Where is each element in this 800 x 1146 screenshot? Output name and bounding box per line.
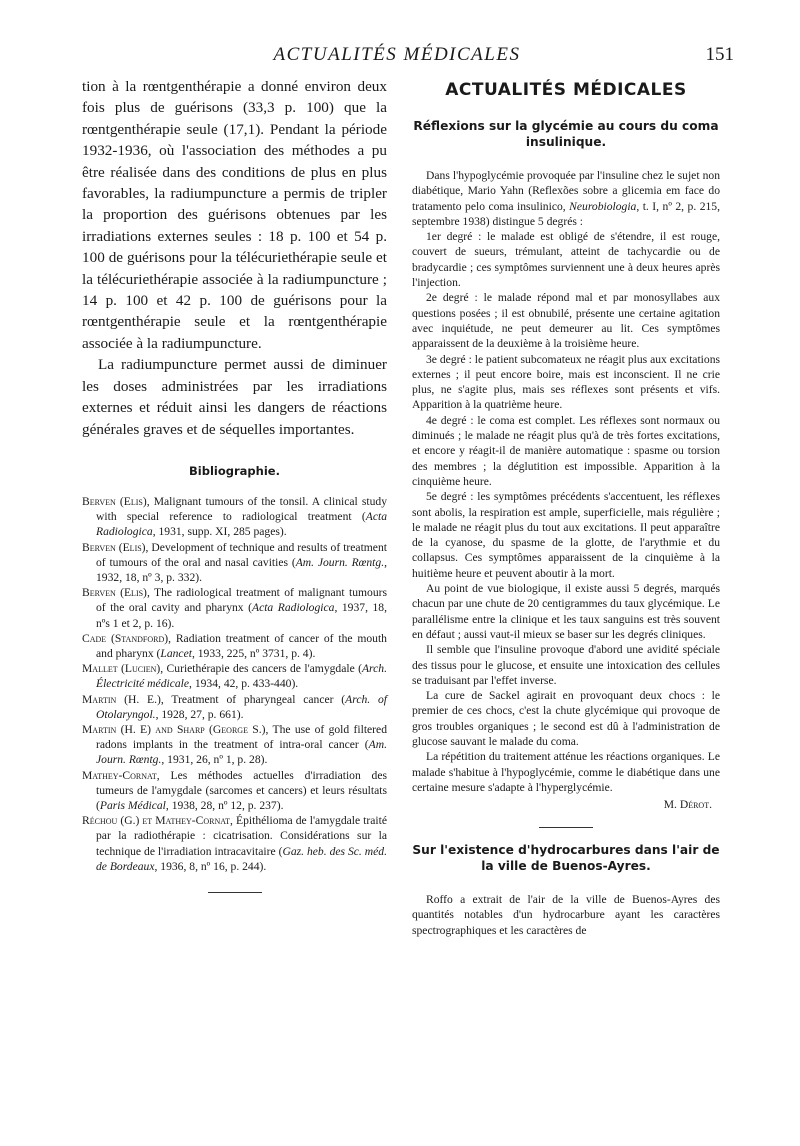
bib-text: , Curiethérapie des cancers de l'amygdale ( (160, 662, 362, 676)
bibliography-entry (82, 768, 387, 814)
bibliography-entry (82, 722, 387, 768)
bib-journal: Acta Radiologica (96, 510, 387, 539)
separator-rule (539, 827, 593, 828)
paragraph: La cure de Sackel agirait en provoquant deux chocs : le premier de ces chocs, c'est la chute glycémique qui provoque de gros troubles organiques ; le second est dû à l'administration de glucose sauvant le malade du coma. (412, 689, 720, 748)
bib-text: , Épithélioma de l'amygdale traité par la radiothérapie : cicatrisation. Considérations sur la technique de l'irradiation intracavitaire ( (96, 814, 388, 858)
bib-text: , 1933, 225, nº 3731, p. 4). (191, 646, 316, 660)
bib-journal: Lancet (160, 646, 192, 660)
article-title: Réflexions sur la glycémie au cours du coma insulinique. (413, 119, 719, 149)
bib-text: , The radiological treatment of malignant tumours of the oral cavity and pharynx ( (96, 586, 387, 615)
paragraph: tion à la rœntgenthérapie a donné environ deux fois plus de guérisons (33,3 p. 100) que la rœntgenthérapie seule (17,1). Pendant la période 1932-1936, où l'association des méthodes a pu être réalisée dans des conditions de plus en plus favorables, la radiumpuncture a permis de tripler la proportion des guérisons obtenues par les irradiations externes seules : 18 p. 100 et 54 p. 100 de guérisons pour la télécuriethérapie seule et la télécuriethérapie associée à la radiumpuncture ; 14 p. 100 et 42 p. 100 de guérisons pour la rœntgenthérapie seule et la rœntgenthérapie associée à la radiumpuncture. (82, 78, 387, 352)
bib-text: , Radiation treatment of cancer of the mouth and pharynx ( (96, 631, 387, 660)
bibliography-entry (82, 585, 387, 631)
paragraph: 4e degré : le coma est complet. Les réflexes sont normaux ou diminués ; le malade ne réagit plus qu'à de très fortes excitations, et encore y réagit-il de manière automatique : spasme ou torsion des membres ; la déglutition est impossible. Apparition à la cinquième heure. (412, 413, 720, 488)
bib-author: Mallet (Lucien) (82, 662, 161, 676)
paragraph: Au point de vue biologique, il existe aussi 5 degrés, marqués chacun par une chute de 20 centigrammes du taux glycémique. Le parallélisme entre la clinique et les taux sanguins est très souvent en défaut ; aussi vaut-il mieux se baser sur les degrés cliniques. (412, 582, 720, 641)
bibliography-entry (82, 631, 387, 661)
bib-text: , 1928, 27, p. 661). (155, 707, 244, 721)
bib-text: , 1931, supp. XI, 285 pages). (152, 525, 287, 539)
article-glycemie (412, 118, 720, 811)
page-header (60, 44, 734, 74)
bib-journal: Paris Médical (99, 798, 166, 812)
bib-text: , 1934, 42, p. 433-440). (189, 677, 299, 691)
author-signature: M. Dérot. (663, 798, 712, 812)
paragraph: Roffo a extrait de l'air de la ville de Buenos-Ayres des quantités notables d'un hydrocarbure ayant les caractères spectrographiques et les caractères de (412, 893, 720, 937)
bib-author: Réchou (G.) et Mathey-Cornat (82, 814, 231, 828)
separator-rule (208, 892, 262, 893)
paragraph: 1er degré : le malade est obligé de s'étendre, il est rouge, couvert de sueurs, trémulant, atteint de tachycardie ou de bradycardie ; ces symptômes surviennent une à deux heures après l'injection. (412, 230, 720, 290)
bib-author: Mathey-Cornat (82, 768, 157, 782)
journal-title: Neurobiologia (569, 199, 637, 213)
bib-text: , 1931, 26, nº 1, p. 28). (161, 753, 268, 767)
left-column (82, 76, 387, 893)
bib-text: , Les méthodes actuelles d'irradiation des tumeurs de l'amygdale (sarcomes et cancers) et leurs résultats ( (96, 768, 387, 812)
bib-author: Martin (H. E.) (82, 692, 161, 706)
bibliography-entry (82, 813, 387, 874)
bib-author: Martin (H. E) and Sharp (George S.) (82, 722, 266, 736)
bib-text: , 1932, 18, nº 3, p. 332). (96, 555, 388, 584)
bib-text: , Malignant tumours of the tonsil. A clinical study with special reference to radiological treatment ( (96, 494, 387, 524)
page-number: 151 (705, 44, 734, 65)
paragraph (412, 168, 720, 229)
paragraph: 2e degré : le malade répond mal et par monosyllabes aux questions posées ; il est obnubilé, présente une certaine agitation avec inquiétude, ne peut demeurer au lit. Ces symptômes apparaissent de la deuxième à la troisième heure. (412, 291, 720, 351)
section-heading: ACTUALITÉS MÉDICALES (445, 80, 687, 100)
bib-text: , The use of gold filtered radons implants in the treatment of intra-oral cancer ( (96, 722, 387, 752)
paragraph: La répétition du traitement atténue les réactions organiques. Le malade s'habitue à l'hypoglycémie, comme le diabétique dans une certaine mesure s'adapte à l'hyperglycémie. (412, 750, 720, 794)
bib-text: , Treatment of pharyngeal cancer ( (160, 692, 346, 706)
bib-journal: Gaz. heb. des Sc. méd. de Bordeaux (96, 844, 388, 873)
bib-text: , Development of technique and results of treatment of tumours of the oral and nasal cavities ( (96, 540, 387, 569)
bib-journal: Am. Journ. Rœntg. (295, 555, 385, 569)
article-title: Sur l'existence d'hydrocarbures dans l'air de la ville de Buenos-Ayres. (412, 843, 720, 874)
paragraph-text: , t. I, nº 2, p. 215, septembre 1938) distingue 5 degrés : (412, 199, 720, 228)
bibliography-entry (82, 661, 387, 691)
article-hydrocarbures (412, 842, 720, 938)
bib-journal: Acta Radiologica (251, 601, 335, 615)
bibliography-entry (82, 540, 387, 586)
bib-text: , 1936, 8, nº 16, p. 244). (154, 859, 267, 873)
right-column (412, 76, 720, 938)
bib-journal: Arch. Électricité médicale (96, 662, 387, 691)
paragraph: La radiumpuncture permet aussi de diminuer les doses administrées par les irradiations externes et réduit ainsi les dangers de réactions générales graves et de séquelles importantes. (82, 356, 387, 438)
bib-journal: Am. Journ. Rœntg. (96, 738, 387, 767)
bib-text: , 1937, 18, nºs 1 et 2, p. 16). (96, 601, 388, 630)
paragraph: 3e degré : le patient subcomateux ne réagit plus aux excitations externes ; il peut encore boire, mais est inconscient. Il ne crie plus, ne s'agite plus, mais ses réflexes sont présents et vifs. Apparition à la quatrième heure. (412, 352, 720, 412)
paragraph: 5e degré : les symptômes précédents s'accentuent, les réflexes sont abolis, la respiration est ample, superficielle, mais régulière ; le malade ne réagit plus du tout aux excitations. Il peut apparaître de la cyanose, du spasme de la glotte, de l'arythmie et du collapsus. Ces symptômes apparaissent de la cinquième à la huitième heure et peuvent aboutir à la mort. (412, 490, 720, 580)
lead-text (82, 76, 387, 440)
bib-author: Cade (Standford) (82, 631, 169, 645)
bibliography-heading: Bibliographie. (189, 463, 280, 478)
bib-author: Berven (Elis) (82, 586, 147, 600)
bibliography-entry (82, 692, 387, 722)
bib-author: Berven (Elis) (82, 494, 147, 508)
running-title: ACTUALITÉS MÉDICALES (273, 44, 521, 65)
paragraph-text: Dans l'hypoglycémie provoquée par l'insuline chez le sujet non diabétique, Mario Yahn (Reflexões sobre a glicemia em face do tratamento pelo coma insulinico, (412, 169, 720, 213)
bib-text: , 1938, 28, nº 12, p. 237). (165, 798, 284, 812)
bib-journal: Arch. of Otolaryngol. (96, 692, 387, 721)
bibliography-entry (82, 494, 387, 540)
paragraph: Il semble que l'insuline provoque d'abord une avidité spéciale des tissus pour le glucose, et ensuite une intoxication des cellules se traduisant par l'effet inverse. (412, 643, 720, 687)
bib-author: Berven (Elis) (82, 540, 146, 554)
bibliography-list (82, 494, 387, 874)
